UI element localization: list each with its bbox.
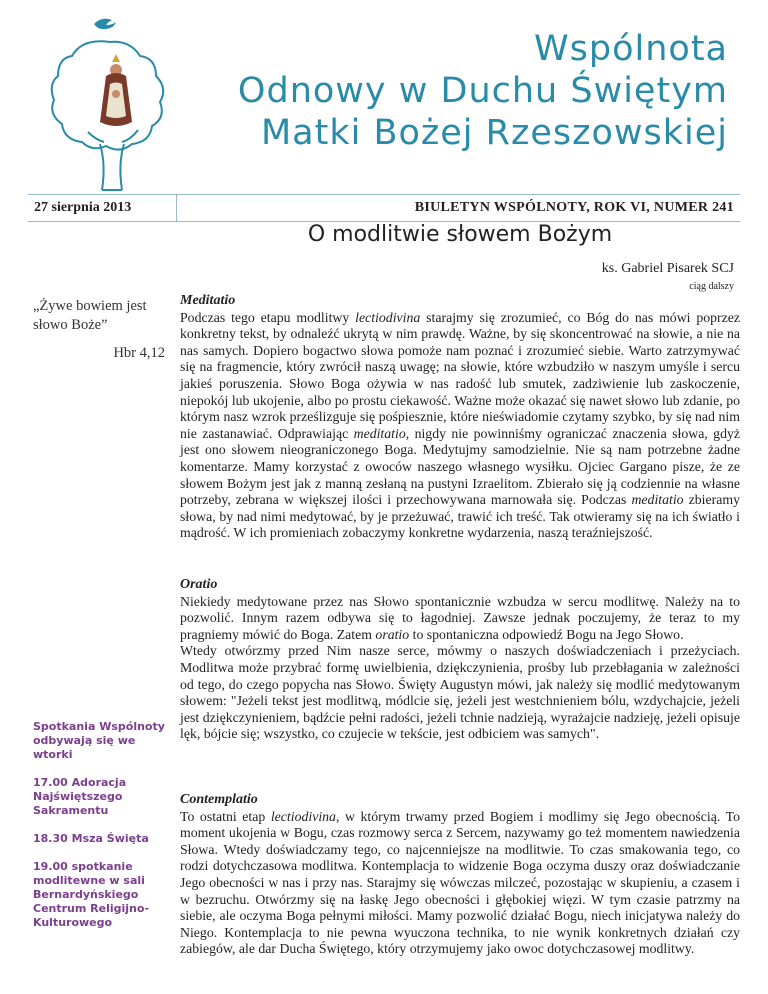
emphasis-run: meditatio — [353, 425, 406, 441]
issue-date: 27 sierpnia 2013 — [34, 200, 132, 215]
sidebar-quote: „Żywe bowiem jest słowo Boże” — [33, 298, 147, 333]
section-paragraph — [180, 310, 740, 542]
masthead-line-1: Wspólnota — [534, 29, 728, 69]
text-run: zbieramy słowa, by nad nimi medytować, by je przeżuwać, trawić ich treść. Tak otwieramy się na ich światło i mądrość. W ich promieniach zobaczymy konkretne wydarzenia, naszą teraźniejszość. — [180, 492, 740, 541]
emphasis-run: lectiodivina — [355, 309, 421, 325]
section-heading: Contemplatio — [180, 792, 258, 807]
section-meditatio — [180, 293, 740, 542]
article-title: O modlitwie słowem Bożym — [307, 222, 613, 247]
meetings-note: Spotkania Wspólnoty odbywają się we wtorki — [33, 720, 165, 761]
section-paragraph — [180, 594, 740, 644]
schedule-item-adoration: 17.00 Adoracja Najświętszego Sakramentu — [33, 776, 127, 817]
emphasis-run: lectiodivina — [270, 808, 336, 824]
sidebar-schedule — [33, 720, 173, 944]
section-heading: Oratio — [180, 577, 218, 592]
text-run: , nigdy nie powinniśmy ograniczać znaczenia słowa, gdyż jest ono słowem nieograniczonego Boga. Medytujmy samodzielnie. Nie są nam potrzebne żadne komentarze. Mamy korzystać z owoców naszego własnego wysiłku. Ojciec Gargano pisze, że ze słowem Bożym jest jak z manną zesłaną na pustyni Izraelitom. Zbierało się ją codziennie na własne potrzeby, zebrana w większej ilości i przechowywana marnowała się. Podczas — [180, 425, 740, 508]
section-paragraph — [180, 809, 740, 958]
text-run: Niekiedy medytowane przez nas Słowo spontanicznie wzbudza w sercu modlitwę. Należy na to pozwolić. Innym razem odbywa się to łagodniej. Zawsze jednak poczujemy, że teraz to my pragniemy mówić do Boga. Zatem — [180, 593, 740, 642]
emphasis-run: meditatio — [631, 492, 684, 508]
schedule-item-mass: 18.30 Msza Święta — [33, 832, 149, 845]
section-heading: Meditatio — [180, 293, 236, 308]
community-logo — [40, 14, 190, 199]
text-run: to spontaniczna odpowiedź Bogu na Jego Słowo. — [409, 626, 684, 642]
emphasis-run: oratio — [375, 626, 410, 642]
text-run: Podczas tego etapu modlitwy — [180, 309, 356, 325]
sidebar-quote-ref: Hbr 4,12 — [113, 345, 165, 361]
header-rule-top — [28, 194, 740, 195]
section-oratio — [180, 577, 740, 743]
masthead-line-2: Odnowy w Duchu Świętym — [237, 71, 728, 111]
section-paragraph: Wtedy otwórzmy przed Nim nasze serce, mówmy o naszych doświadczeniach i przeżyciach. Modlitwa może przybrać formę uwielbienia, dziękczynienia, prośby lub przebłagania w zależności od tego, do czego popycha nas Słowo. Święty Augustyn mówi, jak należy się modlić medytowanym słowem: "Jeżeli tekst jest modlitwą, módlcie się, jeżeli jest westchnieniem bólu, wzdychajcie, jeżeli jest dziękczynieniem, bądźcie pełni radości, jeżeli tchnie nadzieją, wyrażajcie nadzieję, jeżeli opisuje lęk, bójcie się; wszystko, co czujecie w tekście, jest odbiciem was samych". — [180, 643, 740, 742]
continued-note: ciąg dalszy — [689, 281, 734, 292]
text-run: To ostatni etap — [180, 808, 271, 824]
schedule-item-prayer-meeting: 19.00 spotkanie modlitewne w sali Bernardyńskiego Centrum Religijno-Kulturowego — [33, 860, 150, 929]
section-contemplatio — [180, 792, 740, 958]
text-run: starajmy się zrozumieć, co Bóg do nas mówi poprzez konkretny tekst, by odnaleźć ukrytą w nim prawdę. Ważne, by się skoncentrować na słowie, a nie na nas samych. Dopiero bogactwo słowa pomoże nam poznać i zrozumieć siebie. Warto zatrzymywać się na fragmencie, który zwrócił naszą uwagę; na słowie, które wzbudziło w naszym umyśle i sercu jakieś poruszenia. Słowo Boga ożywia w nas radość lub smutek, zadziwienie lub zaskoczenie, niepokój lub ukojenie, albo po prostu ciekawość. Ważne może okazać się nawet słowo lub zdanie, po którym nasz wzrok prześlizguje się pośpiesznie, które nieświadomie czytamy szybko, by się nad nim nie zastanawiać. Odprawiając — [180, 309, 741, 441]
madonna-icon — [100, 54, 132, 126]
dove-icon — [94, 19, 116, 29]
masthead-line-3: Matki Bożej Rzeszowskiej — [260, 113, 728, 153]
header-divider — [176, 194, 177, 222]
masthead — [238, 28, 728, 154]
text-run: , w którym trwamy przed Bogiem i modlimy się Jego obecnością. To moment ukojenia w Bogu, czas rozmowy serca z Sercem, nazywamy go też momentem nawiedzenia Słowa. Wtedy doświadczamy tego, co najcenniejsze na modlitwie. To czas smakowania tego, co rodzi dotychczasowa modlitwa. Kontemplacja to widzenie Boga oczyma duszy oraz doświadczanie Jego obecności w nas i przy nas. Starajmy się wówczas milczeć, pozostając w skupieniu, a czasem i w bezruchu. Otwórzmy się na łaskę Jego obecności i głębokiej więzi. W tym czasie patrzmy na siebie, ale oczyma Boga pełnymi miłości. Mamy pozwolić działać Bogu, niech inicjatywa należy do Niego. Kontemplacja to nie pewna wyuczona technika, to nie wynik konkretnych działań czy zabiegów, ale dar Ducha Świętego, który otrzymujemy jako owoc dotychczasowej modlitwy. — [180, 808, 741, 957]
article-author: ks. Gabriel Pisarek SCJ — [601, 261, 734, 276]
bulletin-info: BIULETYN WSPÓLNOTY, ROK VI, NUMER 241 — [414, 200, 734, 215]
